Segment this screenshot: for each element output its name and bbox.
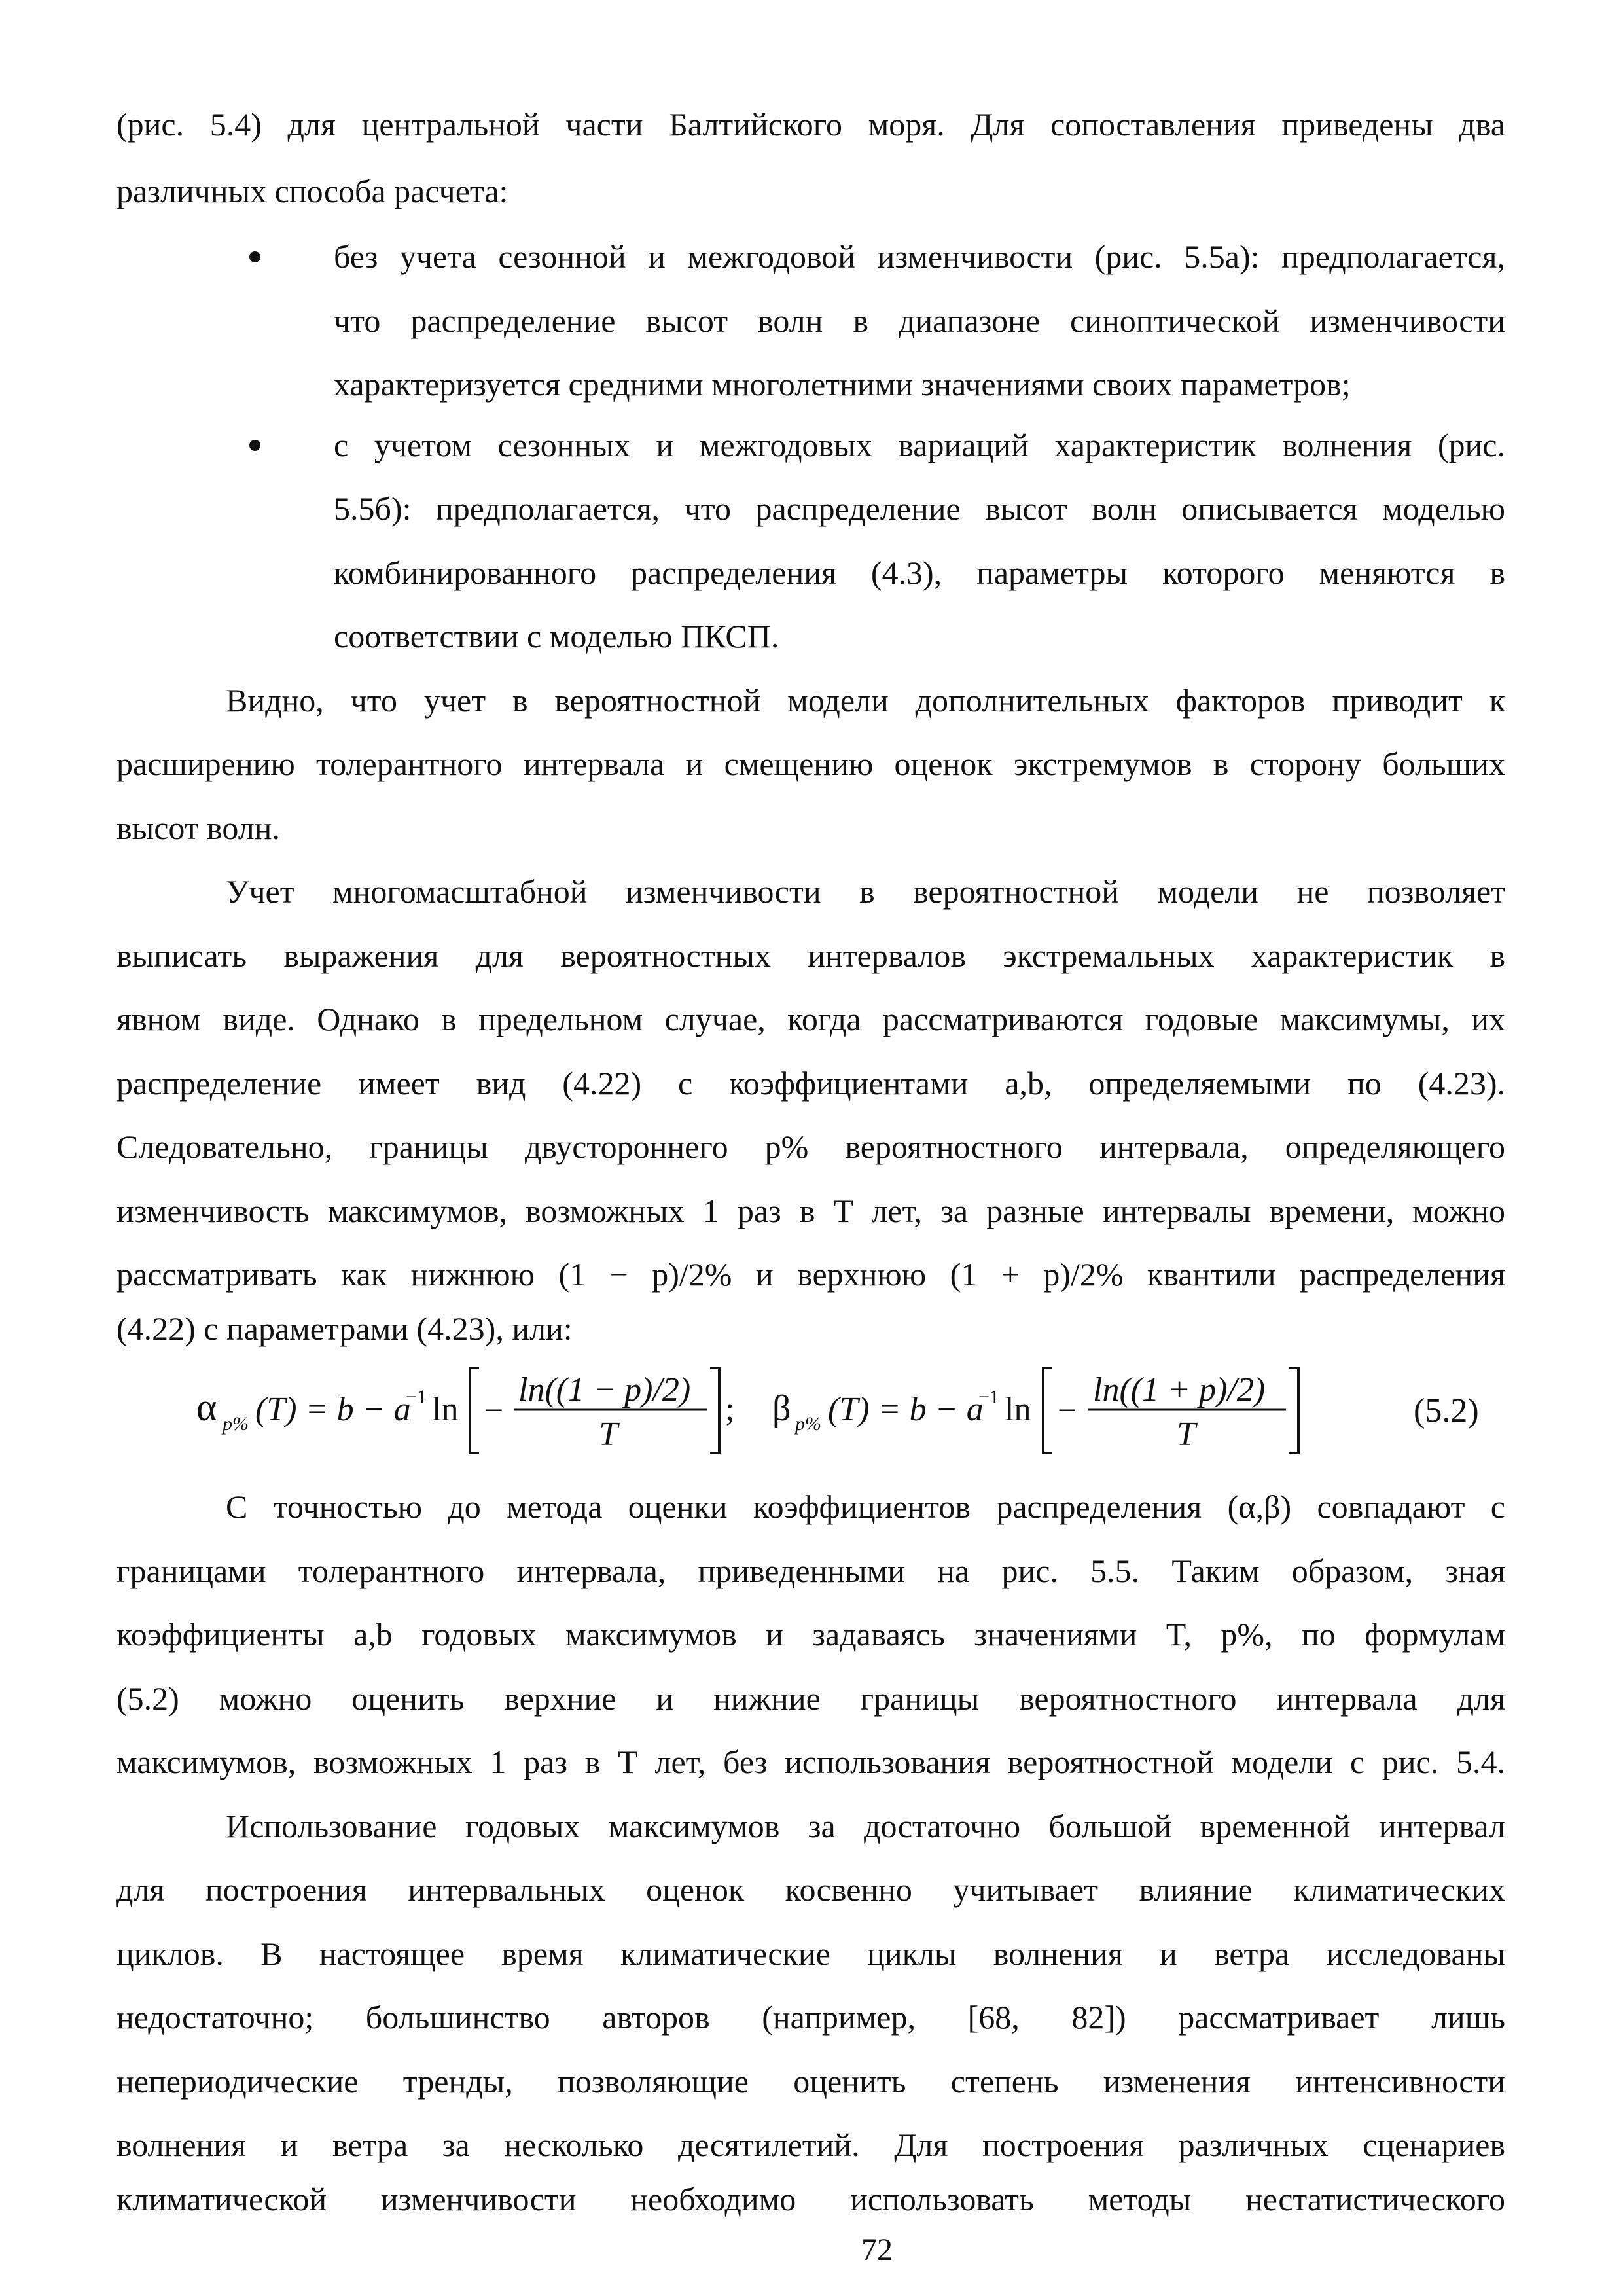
text-line: волнения и ветра за несколько десятилетий. Для построения различных сценариев bbox=[116, 2126, 1505, 2163]
text-line: Использование годовых максимумов за достаточно большой временной интервал bbox=[226, 1808, 1505, 1844]
text-line: явном виде. Однако в предельном случае, когда рассматриваются годовые максимумы, их bbox=[116, 1001, 1505, 1037]
formula-bracket-left bbox=[1043, 1368, 1052, 1453]
text-line: максимумов, возможных 1 раз в T лет, без использования вероятностной модели с рис. 5.4. bbox=[116, 1744, 1505, 1780]
formula-bracket-left bbox=[470, 1368, 479, 1453]
formula-number: (5.2) bbox=[1414, 1392, 1479, 1429]
formula-beta: β bbox=[772, 1388, 791, 1429]
text-line: границами толерантного интервала, приведенными на рис. 5.5. Таким образом, зная bbox=[116, 1552, 1505, 1589]
list-item-text: 5.5б): предполагается, что распределение высот волн описывается моделью bbox=[334, 490, 1505, 527]
formula-exponent: −1 bbox=[406, 1386, 427, 1408]
text-line: для построения интервальных оценок косвенно учитывает влияние климатических bbox=[116, 1871, 1505, 1908]
list-item-text: с учетом сезонных и межгодовых вариаций характеристик волнения (рис. bbox=[334, 427, 1505, 463]
text-line: высот волн. bbox=[116, 810, 280, 846]
formula-5-2 bbox=[118, 1342, 1518, 1466]
formula-bracket-right bbox=[1289, 1368, 1298, 1453]
formula-alpha: α bbox=[196, 1386, 217, 1429]
text-line: С точностью до метода оценки коэффициентов распределения (α,β) совпадают с bbox=[226, 1488, 1505, 1525]
text-line: рассматривать как нижнюю (1 − p)/2% и верхнюю (1 + p)/2% квантили распределения bbox=[116, 1256, 1505, 1293]
text-line: коэффициенты a,b годовых максимумов и задаваясь значениями T, p%, по формулам bbox=[116, 1616, 1505, 1653]
text-line: (4.22) с параметрами (4.23), или: bbox=[116, 1310, 573, 1347]
text-line: (рис. 5.4) для центральной части Балтийского моря. Для сопоставления приведены два bbox=[116, 106, 1505, 143]
formula-exponent: −1 bbox=[978, 1386, 999, 1408]
formula-ln: ln bbox=[1005, 1391, 1031, 1428]
text-line: изменчивость максимумов, возможных 1 раз в T лет, за разные интервалы времени, можно bbox=[116, 1193, 1505, 1229]
page-number: 72 bbox=[861, 2233, 893, 2267]
text-line: недостаточно; большинство авторов (например, [68, 82]) рассматривает лишь bbox=[116, 1999, 1505, 2036]
list-item-text: без учета сезонной и межгодовой изменчивости (рис. 5.5а): предполагается, bbox=[334, 238, 1505, 275]
text-line: распределение имеет вид (4.22) с коэффициентами a,b, определяемыми по (4.23). bbox=[116, 1065, 1505, 1102]
text-line: расширению толерантного интервала и смещению оценок экстремумов в сторону больших bbox=[116, 745, 1505, 782]
formula-subscript: p% bbox=[223, 1413, 249, 1435]
text-line: непериодические тренды, позволяющие оценить степень изменения интенсивности bbox=[116, 2063, 1505, 2100]
list-item-text: комбинированного распределения (4.3), параметры которого меняются в bbox=[334, 554, 1505, 591]
formula-bracket-right bbox=[710, 1368, 719, 1453]
text-line: различных способа расчета: bbox=[116, 173, 508, 209]
formula-minus: − bbox=[484, 1392, 504, 1429]
formula-semicolon: ; bbox=[725, 1391, 735, 1428]
formula-minus: − bbox=[1058, 1392, 1077, 1429]
text-line: выписать выражения для вероятностных интервалов экстремальных характеристик в bbox=[116, 937, 1505, 974]
formula-subscript: p% bbox=[795, 1413, 821, 1435]
text-line: климатической изменчивости необходимо использовать методы нестатистического bbox=[116, 2181, 1505, 2217]
bullet-icon bbox=[249, 251, 260, 262]
formula-numerator: ln((1 − p)/2) bbox=[518, 1371, 691, 1408]
list-item-text: соответствии с моделью ПКСП. bbox=[334, 618, 779, 655]
text-line: циклов. В настоящее время климатические циклы волнения и ветра исследованы bbox=[116, 1935, 1505, 1972]
text-line: Видно, что учет в вероятностной модели дополнительных факторов приводит к bbox=[226, 682, 1505, 719]
list-item-text: характеризуется средними многолетними значениями своих параметров; bbox=[334, 366, 1351, 403]
bullet-icon bbox=[249, 440, 260, 451]
text-line: Следовательно, границы двустороннего p% вероятностного интервала, определяющего bbox=[116, 1128, 1505, 1165]
list-item-text: что распределение высот волн в диапазоне синоптической изменчивости bbox=[334, 302, 1505, 339]
text-line: (5.2) можно оценить верхние и нижние границы вероятностного интервала для bbox=[116, 1680, 1505, 1717]
formula-ln: ln bbox=[432, 1391, 459, 1428]
formula-denominator: T bbox=[1177, 1416, 1196, 1453]
formula-rhs: (T) = b − a bbox=[255, 1391, 411, 1428]
formula-numerator: ln((1 + p)/2) bbox=[1093, 1371, 1266, 1408]
text-line: Учет многомасштабной изменчивости в вероятностной модели не позволяет bbox=[226, 873, 1505, 910]
formula-denominator: T bbox=[599, 1416, 618, 1453]
formula-rhs: (T) = b − a bbox=[828, 1391, 984, 1428]
